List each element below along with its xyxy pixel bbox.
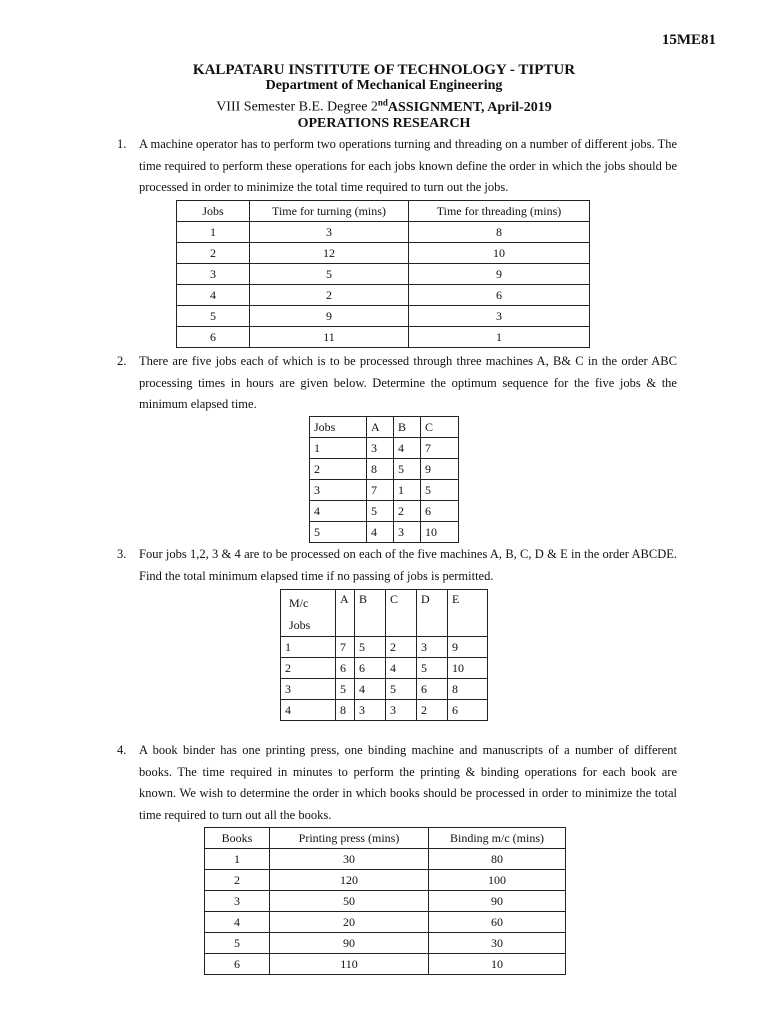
table-cell: 3 <box>355 700 386 721</box>
table-row <box>205 870 566 891</box>
table-row <box>177 306 590 327</box>
table-header: Binding m/c (mins) <box>429 828 566 849</box>
table-cell: 6 <box>177 327 250 348</box>
table-header: Printing press (mins) <box>270 828 429 849</box>
table-cell: 2 <box>394 501 421 522</box>
semester-line <box>0 94 768 116</box>
table-cell: 6 <box>205 954 270 975</box>
table-cell: 3 <box>281 679 336 700</box>
table-header-row <box>310 417 459 438</box>
table-header: Jobs <box>177 201 250 222</box>
table-header-mc-jobs <box>281 590 336 637</box>
table-cell: 1 <box>205 849 270 870</box>
table-cell: 60 <box>429 912 566 933</box>
table-header: C <box>386 590 417 637</box>
table-cell: 7 <box>367 480 394 501</box>
question-3 <box>117 544 677 587</box>
table-row <box>281 637 488 658</box>
table-row <box>310 438 459 459</box>
books-printing-binding-table <box>204 827 566 975</box>
table-row <box>205 891 566 912</box>
table-cell: 5 <box>177 306 250 327</box>
jobs-turning-threading-table <box>176 200 590 348</box>
table-cell: 3 <box>250 222 409 243</box>
table-row <box>205 849 566 870</box>
table-cell: 4 <box>177 285 250 306</box>
table-cell: 2 <box>250 285 409 306</box>
table-cell: 3 <box>386 700 417 721</box>
course-code: 15ME81 <box>661 32 716 48</box>
table-cell: 5 <box>421 480 459 501</box>
table-cell: 110 <box>270 954 429 975</box>
table-cell: 1 <box>281 637 336 658</box>
table-cell: 3 <box>177 264 250 285</box>
table-cell: 8 <box>409 222 590 243</box>
table-cell: 4 <box>386 658 417 679</box>
question-text: A book binder has one printing press, one binding machine and manuscripts of a number of different books. The time required in minutes to perform the printing & binding operations for each book are known. We wish to determine the order in which books should be processed in order to minimize the total time required to turn out all the books. <box>139 743 677 822</box>
table-header: E <box>448 590 488 637</box>
question-number: 1. <box>117 137 127 151</box>
table-header: C <box>421 417 459 438</box>
table-row <box>177 264 590 285</box>
table-cell: 3 <box>417 637 448 658</box>
subject-title: OPERATIONS RESEARCH <box>297 115 471 131</box>
table-cell: 5 <box>367 501 394 522</box>
table-cell: 3 <box>205 891 270 912</box>
table-cell: 2 <box>177 243 250 264</box>
table-cell: 5 <box>417 658 448 679</box>
table-cell: 20 <box>270 912 429 933</box>
question-number: 2. <box>117 354 127 368</box>
table-cell: 9 <box>250 306 409 327</box>
table-cell: 1 <box>409 327 590 348</box>
semester-suffix: ASSIGNMENT, April-2019 <box>387 99 552 115</box>
department-name: Department of Mechanical Engineering <box>265 78 503 93</box>
table-cell: 6 <box>355 658 386 679</box>
table-header: A <box>367 417 394 438</box>
table-cell: 10 <box>429 954 566 975</box>
table-cell: 5 <box>355 637 386 658</box>
table-cell: 4 <box>205 912 270 933</box>
table-cell: 2 <box>310 459 367 480</box>
table-cell: 6 <box>448 700 488 721</box>
table-row <box>281 658 488 679</box>
table-cell: 5 <box>336 679 355 700</box>
table-cell: 8 <box>448 679 488 700</box>
table-cell: 10 <box>448 658 488 679</box>
table-cell: 5 <box>205 933 270 954</box>
table-cell: 6 <box>409 285 590 306</box>
table-row <box>310 480 459 501</box>
question-number: 3. <box>117 547 127 561</box>
table-cell: 8 <box>336 700 355 721</box>
table-cell: 90 <box>429 891 566 912</box>
table-cell: 4 <box>281 700 336 721</box>
table-cell: 10 <box>409 243 590 264</box>
table-cell: 12 <box>250 243 409 264</box>
table-cell: 2 <box>417 700 448 721</box>
table-row <box>205 954 566 975</box>
jobs-machines-abcde-table <box>280 589 488 721</box>
question-1 <box>117 134 677 199</box>
table-row <box>281 700 488 721</box>
table-cell: 100 <box>429 870 566 891</box>
table-cell: 2 <box>281 658 336 679</box>
table-header-row <box>281 590 488 637</box>
table-row <box>177 327 590 348</box>
table-cell: 5 <box>310 522 367 543</box>
table-cell: 4 <box>310 501 367 522</box>
table-cell: 5 <box>394 459 421 480</box>
table-cell: 7 <box>421 438 459 459</box>
table-header: B <box>394 417 421 438</box>
table-cell: 6 <box>417 679 448 700</box>
table-row <box>177 222 590 243</box>
question-number: 4. <box>117 743 127 757</box>
table-cell: 120 <box>270 870 429 891</box>
mc-label: M/c <box>289 596 309 610</box>
question-4 <box>117 740 677 826</box>
table-header: D <box>417 590 448 637</box>
table-cell: 5 <box>250 264 409 285</box>
table-cell: 8 <box>367 459 394 480</box>
institute-name: KALPATARU INSTITUTE OF TECHNOLOGY - TIPTUR <box>192 62 576 78</box>
table-cell: 30 <box>270 849 429 870</box>
table-cell: 9 <box>409 264 590 285</box>
table-cell: 6 <box>421 501 459 522</box>
table-header: Time for threading (mins) <box>409 201 590 222</box>
table-cell: 3 <box>310 480 367 501</box>
table-cell: 1 <box>394 480 421 501</box>
table-header: Time for turning (mins) <box>250 201 409 222</box>
table-cell: 11 <box>250 327 409 348</box>
table-cell: 1 <box>177 222 250 243</box>
table-cell: 2 <box>386 637 417 658</box>
table-row <box>177 285 590 306</box>
table-header: A <box>336 590 355 637</box>
table-cell: 4 <box>394 438 421 459</box>
table-cell: 3 <box>367 438 394 459</box>
table-cell: 3 <box>409 306 590 327</box>
table-header-row <box>177 201 590 222</box>
table-cell: 30 <box>429 933 566 954</box>
table-header: B <box>355 590 386 637</box>
table-cell: 90 <box>270 933 429 954</box>
jobs-machines-abc-table <box>309 416 459 543</box>
table-cell: 50 <box>270 891 429 912</box>
table-header: Books <box>205 828 270 849</box>
question-2 <box>117 351 677 416</box>
table-row <box>310 459 459 480</box>
table-cell: 2 <box>205 870 270 891</box>
table-header: Jobs <box>310 417 367 438</box>
document-header <box>0 62 768 132</box>
table-cell: 1 <box>310 438 367 459</box>
jobs-label: Jobs <box>289 618 311 632</box>
table-cell: 3 <box>394 522 421 543</box>
semester-sup: nd <box>377 97 388 107</box>
table-row <box>310 501 459 522</box>
table-row <box>205 912 566 933</box>
table-cell: 9 <box>421 459 459 480</box>
table-cell: 6 <box>336 658 355 679</box>
table-row <box>205 933 566 954</box>
table-cell: 4 <box>355 679 386 700</box>
table-cell: 5 <box>386 679 417 700</box>
table-cell: 4 <box>367 522 394 543</box>
semester-prefix: VIII Semester B.E. Degree 2 <box>216 99 378 115</box>
table-row <box>281 679 488 700</box>
table-cell: 80 <box>429 849 566 870</box>
table-cell: 7 <box>336 637 355 658</box>
table-cell: 9 <box>448 637 488 658</box>
table-cell: 10 <box>421 522 459 543</box>
question-text: There are five jobs each of which is to be processed through three machines A, B& C in the order ABC processing times in hours are given below. Determine the optimum sequence for the five jobs & the minimum elapsed time. <box>139 354 677 411</box>
question-text: A machine operator has to perform two operations turning and threading on a number of different jobs. The time required to perform these operations for each jobs known define the order in which the jobs should be processed in order to minimize the total time required to turn out the jobs. <box>139 137 677 194</box>
table-row <box>177 243 590 264</box>
question-text: Four jobs 1,2, 3 & 4 are to be processed on each of the five machines A, B, C, D & E in the order ABCDE. Find the total minimum elapsed time if no passing of jobs is permitted. <box>139 547 677 583</box>
table-header-row <box>205 828 566 849</box>
table-row <box>310 522 459 543</box>
